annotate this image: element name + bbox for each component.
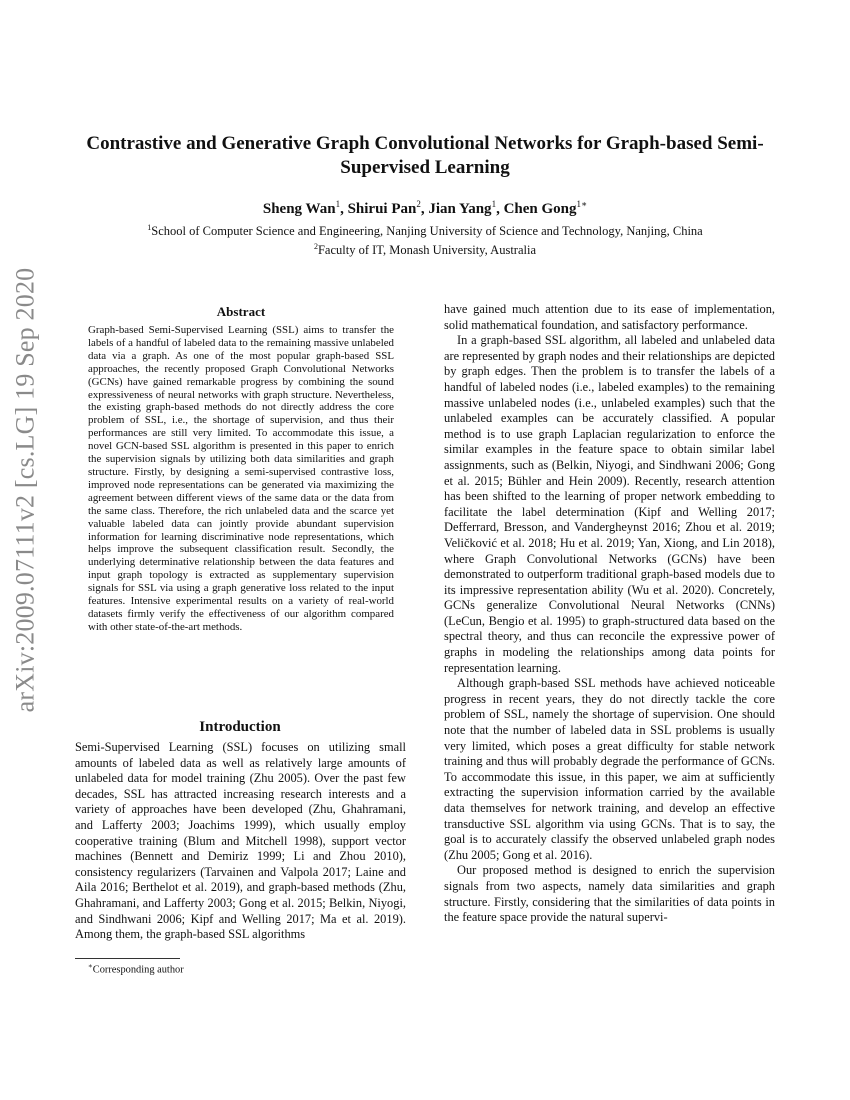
abstract-heading: Abstract <box>216 304 266 319</box>
footnote-rule <box>75 958 180 959</box>
affiliations <box>80 220 770 258</box>
paragraph: In a graph-based SSL algorithm, all labeled and unlabeled data are represented by graph nodes and their relationships are depicted by graph edges. Then the problem is to transfer the labels of a handful of labeled nodes (i.e., labeled examples) to the remaining massive unlabeled nodes (i.e., unlabeled examples) such that the unlabeled examples can be accurately classified. A popular method is to use graph Laplacian regularization to enforce the similar examples in the feature space to obtain similar label assignments, such as (Belkin, Niyogi, and Sindhwani 2006; Gong et al. 2015; Bühler and Hein 2009). Recently, research attention has been shifted to the learning of proper network embedding to facilitate the label determination (Kipf and Welling 2017; Defferrard, Bresson, and Vandergheynst 2016; Zhou et al. 2019; Veličković et al. 2018; Hu et al. 2019; Yan, Xiong, and Lin 2018), where Graph Convolutional Networks (GCNs) have been demonstrated to outperform traditional graph-based models due to its impressive representation ability (Wu et al. 2020). Concretely, GCNs generalize Convolutional Neural Networks (CNNs) (LeCun, Bengio et al. 1995) to graph-structured data based on the spectral theory, and thus can reconcile the expressive power of graphs in modeling the relationships among data points for representation learning. <box>444 333 775 675</box>
introduction-heading: Introduction <box>199 719 281 735</box>
introduction-text: Semi-Supervised Learning (SSL) focuses on utilizing small amounts of labeled data as well as relatively large amounts of unlabeled data for model training (Zhu 2005). Over the past few decades, SSL has attracted increasing research interests and a variety of approaches have been developed (Zhu, Ghahramani, and Lafferty 2003; Joachims 1999), which usually employ cooperative training (Blum and Mitchell 1998), support vector machines (Bennett and Demiriz 1999; Li and Zhou 2010), consistency regularizers (Tarvainen and Valpola 2017; Laine and Aila 2016; Berthelot et al. 2019), and graph-based methods (Zhu, Ghahramani, and Lafferty 2003; Gong et al. 2015; Belkin, Niyogi, and Sindhwani 2006; Kipf and Welling 2017; Ma et al. 2019). Among them, the graph-based SSL algorithms <box>75 740 406 942</box>
right-column <box>444 302 775 926</box>
author: Shirui Pan$^2$ <box>347 199 421 217</box>
paragraph: Although graph-based SSL methods have achieved noticeable progress in recent years, they do not directly tackle the core problem of SSL, namely the shortage of supervision. One should note that the number of labeled data in SSL problems is usually very limited, which poses a great difficulty for stable network training and thus will probably degrade the performance of GCNs. To accommodate this issue, in this paper, we aim at sufficiently extracting the supervision information carried by the available data themselves for network training, and develop an effective transductive SSL algorithm via using GCNs. That is to say, the goal is to accurately classify the observed unlabeled graph nodes (Zhu 2005; Gong et al. 2016). <box>444 676 775 862</box>
introduction-body <box>75 740 406 943</box>
affiliation: $^1$School of Computer Science and Engineering, Nanjing University of Science and Technology, Nanjing, China <box>147 223 703 239</box>
author: Sheng Wan$^1$ <box>262 199 341 217</box>
paragraph: Our proposed method is designed to enrich the supervision signals from two aspects, namely data similarities and graph structure. Firstly, considering that the similarities of data points in the feature space provide the natural supervi- <box>444 863 775 925</box>
arxiv-identifier: arXiv:2009.07111v2 [cs.LG] 19 Sep 2020 <box>10 267 40 713</box>
abstract-body <box>88 324 394 634</box>
author: Chen Gong$^{1∗}$ <box>503 199 588 217</box>
arxiv-stamp <box>2 267 48 713</box>
paper-title: Contrastive and Generative Graph Convolutional Networks for Graph-based Semi-Supervised Learning <box>86 133 764 178</box>
author-list: Sheng Wan$^1$, Shirui Pan$^2$, Jian Yang$^1$, Chen Gong$^{1∗}$ <box>262 199 588 217</box>
footnote: ∗Corresponding author <box>88 962 184 976</box>
affiliation: $^2$Faculty of IT, Monash University, Australia <box>313 242 537 258</box>
author: Jian Yang$^1$ <box>428 199 497 217</box>
paragraph: have gained much attention due to its ease of implementation, solid mathematical foundation, and satisfactory performance. <box>444 302 775 332</box>
abstract-text: Graph-based Semi-Supervised Learning (SSL) aims to transfer the labels of a handful of labeled data to the remaining massive unlabeled data via a graph. As one of the most popular graph-based SSL approaches, the recently proposed Graph Convolutional Networks (GCNs) have gained remarkable progress by combining the sound expressiveness of neural networks with graph structure. Nevertheless, the existing graph-based methods do not directly address the core problem of SSL, i.e., the shortage of supervision, and thus their performances are still very limited. To accommodate this issue, a novel GCN-based SSL algorithm is presented in this paper to enrich the supervision signals by utilizing both data similarities and graph structure. Firstly, by designing a semi-supervised contrastive loss, improved node representations can be generated via maximizing the agreement between different views of the same data or the data from the same class. Therefore, the rich unlabeled data and the scarce yet valuable labeled data can jointly provide abundant supervision information for learning discriminative node representations, which helps improve the subsequent classification result. Secondly, the underlying determinative relationship between the data features and input graph topology is extracted as supplementary supervision signals for SSL via using a graph generative loss related to the input features. Intensive experimental results on a variety of real-world datasets firmly verify the effectiveness of our algorithm compared with other state-of-the-art methods. <box>88 324 394 633</box>
